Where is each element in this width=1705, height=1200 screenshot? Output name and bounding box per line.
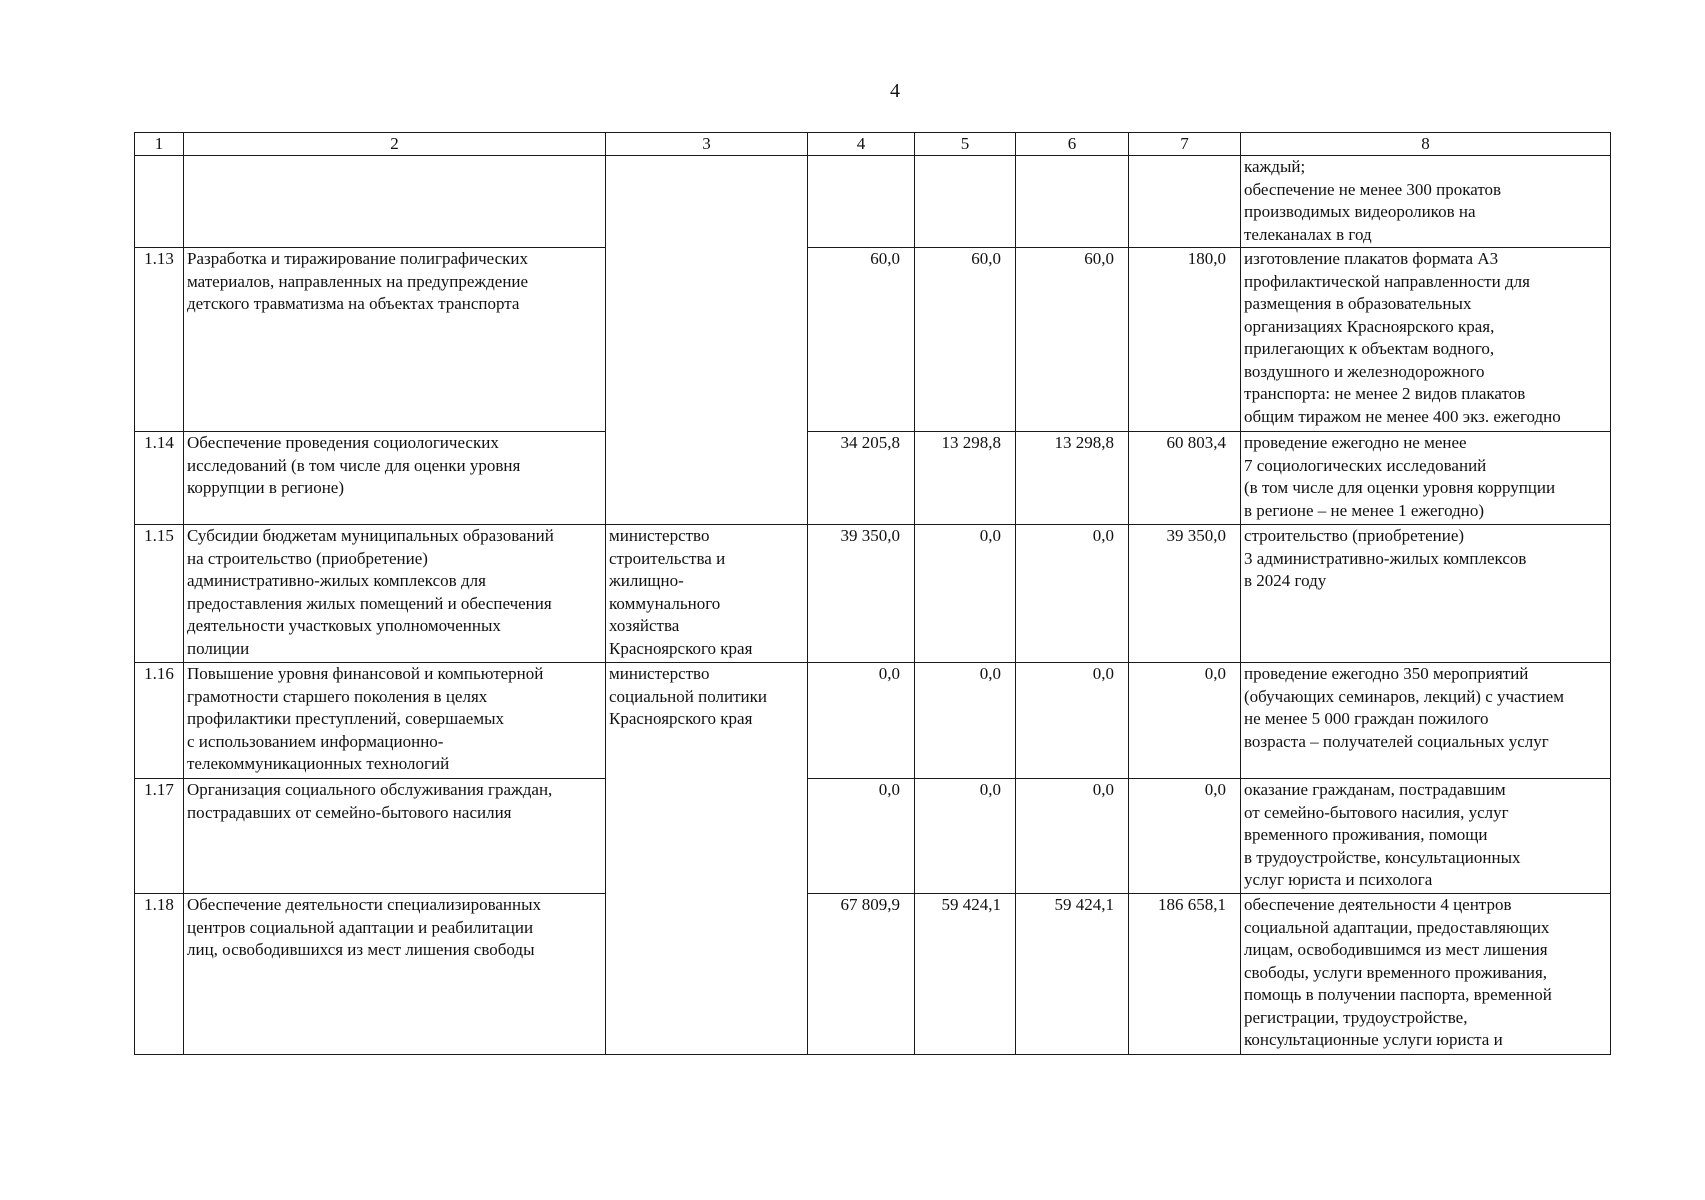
row-index: 1.18: [135, 894, 184, 1055]
value-2025: 0,0: [915, 779, 1016, 894]
value-2026: 60,0: [1016, 248, 1129, 432]
value-2026: 0,0: [1016, 779, 1129, 894]
value-2024: 0,0: [808, 779, 915, 894]
measure-name: Повышение уровня финансовой и компьютерной грамотности старшего поколения в целях профилактики преступлений, совершаемых с использованием информационно- телекоммуникационных технологий: [184, 663, 606, 779]
column-header: 8: [1241, 133, 1611, 156]
value-total: 180,0: [1129, 248, 1241, 432]
value-2026: 13 298,8: [1016, 432, 1129, 525]
table-row-continuation: [135, 156, 1611, 248]
column-header: 2: [184, 133, 606, 156]
column-header-row: [135, 133, 1611, 156]
executor-cell: министерство социальной политики Красноярского края: [606, 663, 808, 1055]
value-2026: 0,0: [1016, 663, 1129, 779]
value-2026: 0,0: [1016, 525, 1129, 663]
column-header: 6: [1016, 133, 1129, 156]
result-cell: обеспечение деятельности 4 центров социальной адаптации, предоставляющих лицам, освободившимся из мест лишения свободы, услуги временного проживания, помощь в получении паспорта, временной регистрации, трудоустройстве, консультационные услуги юриста и: [1241, 894, 1611, 1055]
value-2025: 60,0: [915, 248, 1016, 432]
value-2024: 60,0: [808, 248, 915, 432]
value-2025: 0,0: [915, 525, 1016, 663]
column-header: 3: [606, 133, 808, 156]
value-total: 0,0: [1129, 663, 1241, 779]
column-header: 7: [1129, 133, 1241, 156]
measures-table: [134, 132, 1611, 1055]
result-cell: проведение ежегодно не менее 7 социологических исследований (в том числе для оценки уровня коррупции в регионе – не менее 1 ежегодно): [1241, 432, 1611, 525]
value-total: 60 803,4: [1129, 432, 1241, 525]
executor-cell-empty: [606, 156, 808, 525]
measure-name: Разработка и тиражирование полиграфических материалов, направленных на предупреждение детского травматизма на объектах транспорта: [184, 248, 606, 432]
table-row: [135, 432, 1611, 525]
value-total: 186 658,1: [1129, 894, 1241, 1055]
page-number: 4: [890, 80, 900, 102]
executor-cell: министерство строительства и жилищно- коммунального хозяйства Красноярского края: [606, 525, 808, 663]
row-index: 1.13: [135, 248, 184, 432]
column-header: 4: [808, 133, 915, 156]
column-header: 1: [135, 133, 184, 156]
value-total: 39 350,0: [1129, 525, 1241, 663]
row-index: 1.15: [135, 525, 184, 663]
result-cell: строительство (приобретение) 3 административно-жилых комплексов в 2024 году: [1241, 525, 1611, 663]
table-row: [135, 525, 1611, 663]
result-cell: каждый; обеспечение не менее 300 прокатов производимых видеороликов на телеканалах в год: [1241, 156, 1611, 248]
measure-name: Обеспечение деятельности специализированных центров социальной адаптации и реабилитации лиц, освободившихся из мест лишения свободы: [184, 894, 606, 1055]
row-index: 1.14: [135, 432, 184, 525]
value-2025: 59 424,1: [915, 894, 1016, 1055]
value-2025: 13 298,8: [915, 432, 1016, 525]
measure-name: Субсидии бюджетам муниципальных образований на строительство (приобретение) административно-жилых комплексов для предоставления жилых помещений и обеспечения деятельности участковых уполномоченных полиции: [184, 525, 606, 663]
measure-name: Обеспечение проведения социологических исследований (в том числе для оценки уровня коррупции в регионе): [184, 432, 606, 525]
value-2024: 0,0: [808, 663, 915, 779]
table-row: [135, 663, 1611, 779]
column-header: 5: [915, 133, 1016, 156]
row-index: 1.17: [135, 779, 184, 894]
value-2024: 39 350,0: [808, 525, 915, 663]
value-2024: 34 205,8: [808, 432, 915, 525]
result-cell: оказание гражданам, пострадавшим от семейно-бытового насилия, услуг временного проживания, помощи в трудоустройстве, консультационных услуг юриста и психолога: [1241, 779, 1611, 894]
table-row: [135, 894, 1611, 1055]
value-total: 0,0: [1129, 779, 1241, 894]
result-cell: проведение ежегодно 350 мероприятий (обучающих семинаров, лекций) с участием не менее 5 000 граждан пожилого возраста – получателей социальных услуг: [1241, 663, 1611, 779]
value-2025: 0,0: [915, 663, 1016, 779]
row-index: 1.16: [135, 663, 184, 779]
measure-name: Организация социального обслуживания граждан, пострадавших от семейно-бытового насилия: [184, 779, 606, 894]
result-cell: изготовление плакатов формата А3 профилактической направленности для размещения в образовательных организациях Красноярского края, прилегающих к объектам водного, воздушного и железнодорожного транспорта: не менее 2 видов плакатов общим тиражом не менее 400 экз. ежегодно: [1241, 248, 1611, 432]
value-2024: 67 809,9: [808, 894, 915, 1055]
table-row: [135, 779, 1611, 894]
table-row: [135, 248, 1611, 432]
value-2026: 59 424,1: [1016, 894, 1129, 1055]
